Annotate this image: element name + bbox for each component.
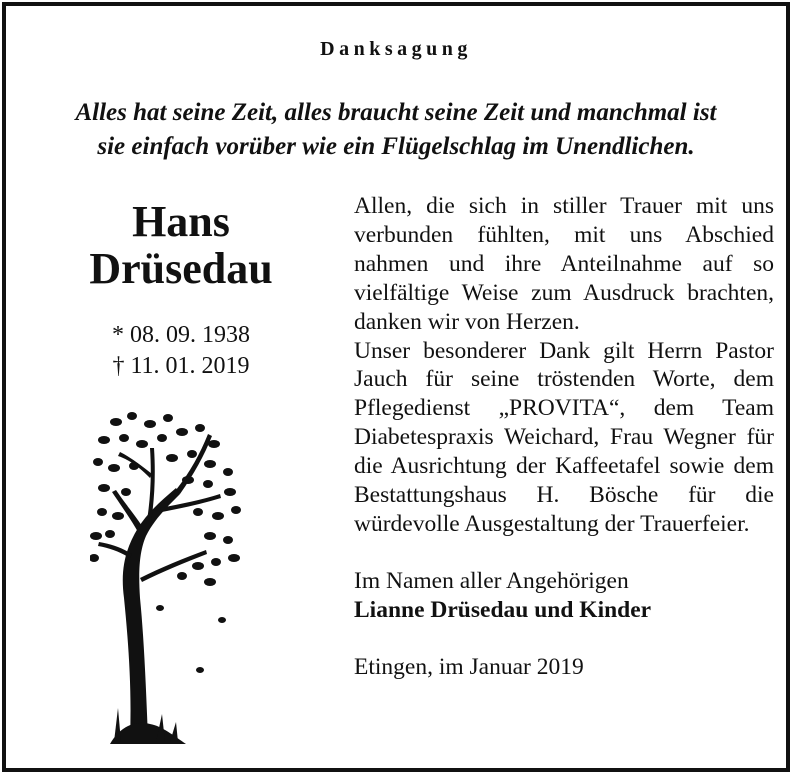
deceased-last-name: Drüsedau bbox=[89, 244, 273, 293]
life-dates bbox=[36, 320, 326, 382]
tree-silhouette-icon bbox=[90, 408, 250, 748]
closing-intro: Im Namen aller Angehörigen bbox=[354, 567, 629, 594]
deceased-name bbox=[36, 198, 326, 292]
birth-date: * 08. 09. 1938 bbox=[112, 322, 250, 348]
thanks-paragraph-2: Unser besonderer Dank gilt Herrn Pastor Jauch für seine tröstenden Worte, dem Pflegedienst „PROVITA“, dem Team Diabetespraxis Weichard, Frau Wegner für die Ausrichtung der Kaffeetafel sowie dem Bestattungshaus H. Bösche für die würdevolle Ausgestaltung der Trauerfeier. bbox=[354, 337, 774, 537]
thanks-text bbox=[354, 192, 774, 682]
motto-quote bbox=[26, 96, 766, 164]
notice-frame bbox=[2, 2, 790, 772]
deceased-first-name: Hans bbox=[132, 197, 230, 246]
motto-line-2: sie einfach vorüber wie ein Flügelschlag im Unendlichen. bbox=[97, 133, 695, 160]
death-date: † 11. 01. 2019 bbox=[112, 353, 250, 379]
closing-signers: Lianne Drüsedau und Kinder bbox=[354, 596, 652, 623]
motto-line-1: Alles hat seine Zeit, alles braucht seine Zeit und manchmal ist bbox=[75, 99, 717, 126]
thanks-paragraph-1: Allen, die sich in stiller Trauer mit uns verbunden fühlten, mit uns Abschied nahmen und ihre Anteilnahme auf so vielfältige Weise zum Ausdruck brachten, danken wir von Herzen. bbox=[354, 193, 774, 335]
place-date: Etingen, im Januar 2019 bbox=[354, 653, 584, 680]
notice-heading: Danksagung bbox=[320, 38, 472, 60]
